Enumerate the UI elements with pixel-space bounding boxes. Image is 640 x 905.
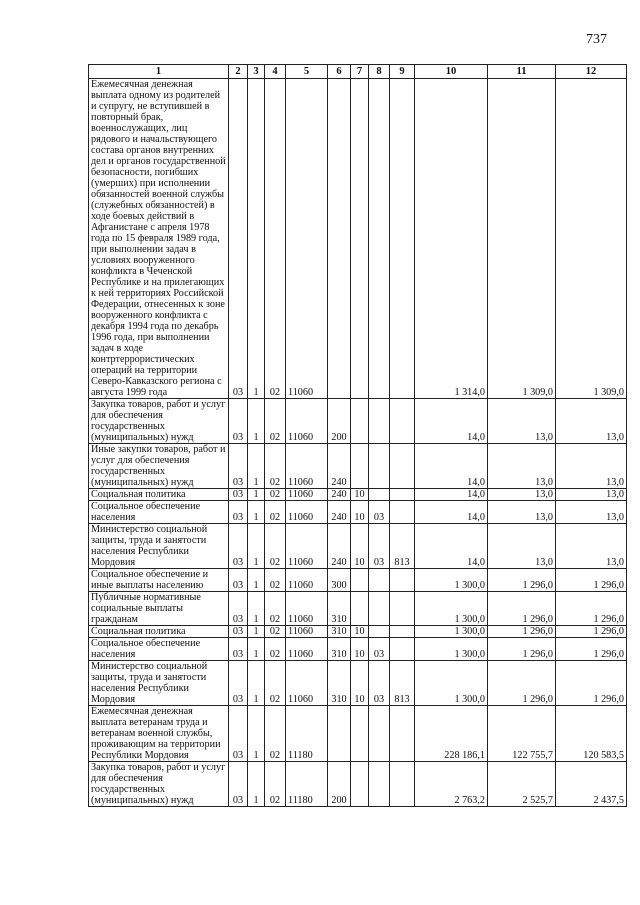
table-row [89, 592, 627, 626]
row-cell-col-5: 11060 [286, 661, 328, 706]
row-cell-col-10: 14,0 [415, 489, 488, 501]
row-cell-col-9 [390, 638, 415, 661]
row-cell-col-2: 03 [229, 661, 248, 706]
row-cell-col-6: 240 [328, 444, 351, 489]
row-name-cell: Закупка товаров, работ и услуг для обеспечения государственных (муниципальных) нужд [89, 399, 229, 444]
row-cell-col-7 [351, 79, 369, 399]
row-cell-col-3: 1 [248, 569, 265, 592]
row-name-cell: Социальное обеспечение населения [89, 638, 229, 661]
row-cell-col-3: 1 [248, 638, 265, 661]
table-row [89, 501, 627, 524]
row-cell-col-5: 11060 [286, 501, 328, 524]
header-col-4: 4 [265, 65, 286, 79]
row-cell-col-9 [390, 489, 415, 501]
row-cell-col-9 [390, 399, 415, 444]
row-cell-col-9 [390, 79, 415, 399]
row-cell-col-7 [351, 706, 369, 762]
row-cell-col-4: 02 [265, 489, 286, 501]
row-cell-col-9 [390, 706, 415, 762]
row-cell-col-8: 03 [369, 524, 390, 569]
row-cell-col-5: 11060 [286, 569, 328, 592]
row-cell-col-9 [390, 592, 415, 626]
row-cell-col-2: 03 [229, 501, 248, 524]
table-row [89, 661, 627, 706]
row-cell-col-8: 03 [369, 661, 390, 706]
row-cell-col-6: 200 [328, 762, 351, 807]
row-cell-col-11: 13,0 [488, 399, 556, 444]
row-cell-col-10: 14,0 [415, 399, 488, 444]
row-name-cell: Министерство социальной защиты, труда и занятости населения Республики Мордовия [89, 524, 229, 569]
row-cell-col-12: 13,0 [556, 444, 627, 489]
header-col-10: 10 [415, 65, 488, 79]
row-cell-col-3: 1 [248, 489, 265, 501]
row-cell-col-4: 02 [265, 501, 286, 524]
row-cell-col-8 [369, 592, 390, 626]
row-cell-col-9 [390, 501, 415, 524]
row-cell-col-3: 1 [248, 661, 265, 706]
row-cell-col-12: 13,0 [556, 501, 627, 524]
row-cell-col-7 [351, 592, 369, 626]
row-cell-col-6 [328, 706, 351, 762]
row-cell-col-3: 1 [248, 592, 265, 626]
row-cell-col-7: 10 [351, 501, 369, 524]
row-cell-col-12: 120 583,5 [556, 706, 627, 762]
row-cell-col-2: 03 [229, 569, 248, 592]
row-cell-col-6: 310 [328, 592, 351, 626]
row-cell-col-6: 310 [328, 626, 351, 638]
row-cell-col-3: 1 [248, 501, 265, 524]
row-cell-col-12: 13,0 [556, 399, 627, 444]
row-name-cell: Закупка товаров, работ и услуг для обеспечения государственных (муниципальных) нужд [89, 762, 229, 807]
row-cell-col-5: 11180 [286, 706, 328, 762]
row-cell-col-8 [369, 706, 390, 762]
row-cell-col-8 [369, 762, 390, 807]
table-row [89, 489, 627, 501]
row-cell-col-6: 240 [328, 524, 351, 569]
row-cell-col-8 [369, 444, 390, 489]
row-cell-col-7 [351, 399, 369, 444]
table-row [89, 399, 627, 444]
row-cell-col-10: 1 300,0 [415, 661, 488, 706]
header-col-7: 7 [351, 65, 369, 79]
row-cell-col-11: 13,0 [488, 444, 556, 489]
row-cell-col-6 [328, 79, 351, 399]
row-cell-col-12: 13,0 [556, 489, 627, 501]
row-cell-col-8 [369, 489, 390, 501]
row-cell-col-9 [390, 626, 415, 638]
row-cell-col-3: 1 [248, 762, 265, 807]
row-name-cell: Социальная политика [89, 489, 229, 501]
row-cell-col-5: 11060 [286, 399, 328, 444]
row-cell-col-12: 1 296,0 [556, 638, 627, 661]
header-col-8: 8 [369, 65, 390, 79]
row-cell-col-9 [390, 444, 415, 489]
row-cell-col-5: 11060 [286, 79, 328, 399]
row-cell-col-7 [351, 569, 369, 592]
header-col-5: 5 [286, 65, 328, 79]
row-cell-col-5: 11060 [286, 626, 328, 638]
row-cell-col-11: 1 296,0 [488, 661, 556, 706]
header-col-3: 3 [248, 65, 265, 79]
row-cell-col-12: 1 296,0 [556, 592, 627, 626]
row-cell-col-10: 1 300,0 [415, 626, 488, 638]
row-cell-col-2: 03 [229, 79, 248, 399]
row-cell-col-10: 14,0 [415, 501, 488, 524]
row-cell-col-11: 13,0 [488, 524, 556, 569]
header-col-1: 1 [89, 65, 229, 79]
row-cell-col-4: 02 [265, 569, 286, 592]
header-col-11: 11 [488, 65, 556, 79]
row-cell-col-10: 1 300,0 [415, 638, 488, 661]
row-cell-col-2: 03 [229, 524, 248, 569]
row-cell-col-10: 1 314,0 [415, 79, 488, 399]
row-cell-col-9: 813 [390, 661, 415, 706]
table-row [89, 524, 627, 569]
budget-table [88, 64, 627, 807]
row-cell-col-11: 1 296,0 [488, 592, 556, 626]
table-row [89, 444, 627, 489]
row-cell-col-5: 11060 [286, 489, 328, 501]
row-cell-col-11: 122 755,7 [488, 706, 556, 762]
table-row [89, 626, 627, 638]
row-cell-col-3: 1 [248, 444, 265, 489]
row-cell-col-11: 1 309,0 [488, 79, 556, 399]
table-row [89, 569, 627, 592]
row-cell-col-4: 02 [265, 762, 286, 807]
row-cell-col-2: 03 [229, 592, 248, 626]
row-cell-col-4: 02 [265, 444, 286, 489]
row-cell-col-4: 02 [265, 661, 286, 706]
row-cell-col-12: 1 296,0 [556, 569, 627, 592]
row-cell-col-2: 03 [229, 638, 248, 661]
table-row [89, 638, 627, 661]
row-cell-col-7: 10 [351, 661, 369, 706]
row-cell-col-10: 14,0 [415, 444, 488, 489]
row-cell-col-2: 03 [229, 444, 248, 489]
row-cell-col-4: 02 [265, 638, 286, 661]
table-row [89, 762, 627, 807]
row-cell-col-6: 310 [328, 638, 351, 661]
header-col-6: 6 [328, 65, 351, 79]
row-cell-col-4: 02 [265, 79, 286, 399]
row-cell-col-6: 310 [328, 661, 351, 706]
row-cell-col-11: 1 296,0 [488, 638, 556, 661]
page-number: 737 [586, 32, 607, 47]
header-row [89, 65, 627, 79]
row-cell-col-3: 1 [248, 524, 265, 569]
row-cell-col-2: 03 [229, 762, 248, 807]
row-cell-col-5: 11060 [286, 638, 328, 661]
row-name-cell: Социальная политика [89, 626, 229, 638]
row-cell-col-7 [351, 762, 369, 807]
row-cell-col-6: 200 [328, 399, 351, 444]
row-cell-col-10: 1 300,0 [415, 569, 488, 592]
header-col-12: 12 [556, 65, 627, 79]
table-row [89, 706, 627, 762]
row-cell-col-3: 1 [248, 79, 265, 399]
row-cell-col-4: 02 [265, 706, 286, 762]
row-cell-col-11: 13,0 [488, 501, 556, 524]
row-cell-col-4: 02 [265, 524, 286, 569]
row-cell-col-6: 300 [328, 569, 351, 592]
row-cell-col-9 [390, 762, 415, 807]
row-cell-col-7: 10 [351, 638, 369, 661]
row-cell-col-11: 2 525,7 [488, 762, 556, 807]
header-col-2: 2 [229, 65, 248, 79]
row-cell-col-5: 11060 [286, 592, 328, 626]
row-cell-col-10: 228 186,1 [415, 706, 488, 762]
row-cell-col-3: 1 [248, 399, 265, 444]
row-cell-col-12: 2 437,5 [556, 762, 627, 807]
row-cell-col-11: 1 296,0 [488, 626, 556, 638]
row-cell-col-12: 1 296,0 [556, 626, 627, 638]
row-cell-col-8 [369, 79, 390, 399]
table-row [89, 79, 627, 399]
row-cell-col-12: 13,0 [556, 524, 627, 569]
row-cell-col-4: 02 [265, 592, 286, 626]
row-cell-col-6: 240 [328, 501, 351, 524]
header-col-9: 9 [390, 65, 415, 79]
row-cell-col-5: 11060 [286, 444, 328, 489]
row-cell-col-8 [369, 399, 390, 444]
row-cell-col-8 [369, 626, 390, 638]
row-name-cell: Министерство социальной защиты, труда и занятости населения Республики Мордовия [89, 661, 229, 706]
row-cell-col-7: 10 [351, 489, 369, 501]
row-cell-col-10: 14,0 [415, 524, 488, 569]
row-cell-col-3: 1 [248, 706, 265, 762]
row-cell-col-11: 13,0 [488, 489, 556, 501]
row-name-cell: Социальное обеспечение и иные выплаты населению [89, 569, 229, 592]
row-cell-col-12: 1 309,0 [556, 79, 627, 399]
row-name-cell: Публичные нормативные социальные выплаты гражданам [89, 592, 229, 626]
row-cell-col-2: 03 [229, 626, 248, 638]
row-cell-col-7 [351, 444, 369, 489]
row-cell-col-5: 11180 [286, 762, 328, 807]
row-cell-col-9 [390, 569, 415, 592]
row-cell-col-4: 02 [265, 626, 286, 638]
row-cell-col-12: 1 296,0 [556, 661, 627, 706]
row-name-cell: Социальное обеспечение населения [89, 501, 229, 524]
row-cell-col-10: 2 763,2 [415, 762, 488, 807]
row-cell-col-8: 03 [369, 638, 390, 661]
row-cell-col-4: 02 [265, 399, 286, 444]
row-cell-col-10: 1 300,0 [415, 592, 488, 626]
row-name-cell: Иные закупки товаров, работ и услуг для обеспечения государственных (муниципальных) нужд [89, 444, 229, 489]
table-body [89, 79, 627, 807]
row-cell-col-5: 11060 [286, 524, 328, 569]
row-cell-col-9: 813 [390, 524, 415, 569]
row-cell-col-7: 10 [351, 524, 369, 569]
row-cell-col-8 [369, 569, 390, 592]
row-cell-col-3: 1 [248, 626, 265, 638]
row-name-cell: Ежемесячная денежная выплата ветеранам труда и ветеранам военной службы, проживающим на территории Республики Мордовия [89, 706, 229, 762]
row-cell-col-6: 240 [328, 489, 351, 501]
row-cell-col-2: 03 [229, 706, 248, 762]
row-cell-col-8: 03 [369, 501, 390, 524]
row-cell-col-2: 03 [229, 489, 248, 501]
row-cell-col-11: 1 296,0 [488, 569, 556, 592]
row-cell-col-7: 10 [351, 626, 369, 638]
row-cell-col-2: 03 [229, 399, 248, 444]
row-name-cell: Ежемесячная денежная выплата одному из родителей и супругу, не вступившей в повторный брак, военнослужащих, лиц рядового и начальствующего состава органов внутренних дел и органов государственной безопасности, погибших (умерших) при исполнении обязанностей военной службы (служебных обязанностей) в ходе боевых действий в Афганистане с апреля 1978 года по 15 февраля 1989 года, при выполнении задач в условиях вооруженного конфликта в Чеченской Республике и на прилегающих к ней территориях Российской Федерации, отнесенных к зоне вооруженного конфликта с декабря 1994 года по декабрь 1996 года, при выполнении задач в ходе контртеррористических операций на территории Северо-Кавказского региона с августа 1999 года [89, 79, 229, 399]
